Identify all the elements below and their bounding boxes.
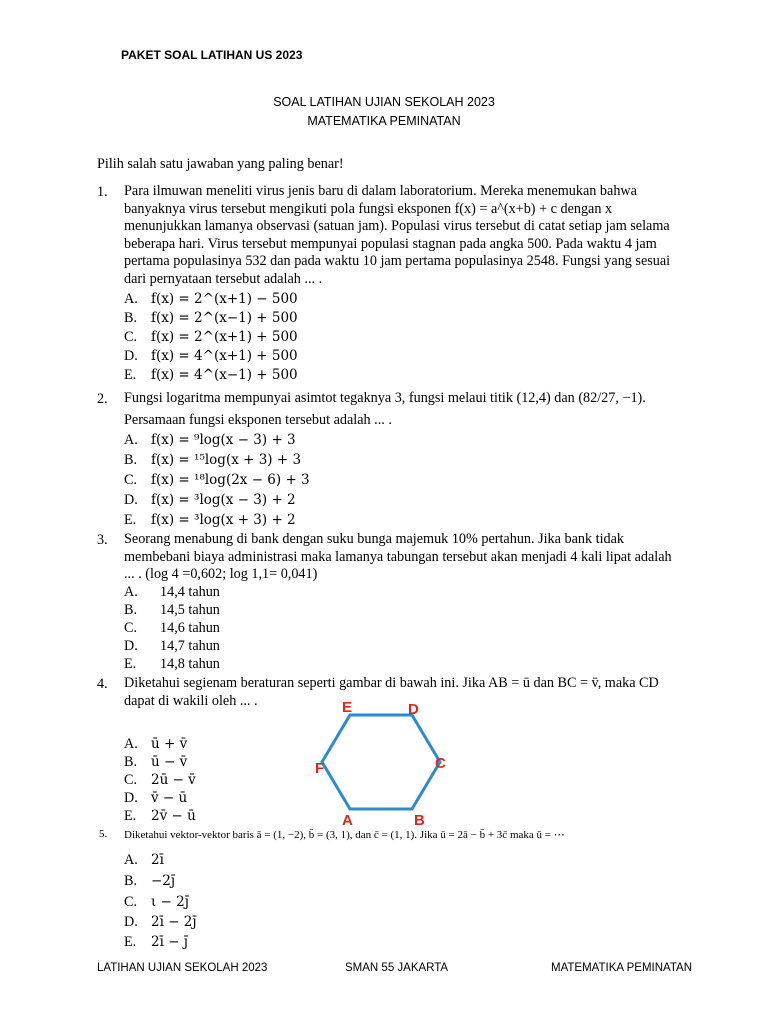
q3-option-b-letter: B. bbox=[124, 602, 138, 618]
question-4-number: 4. bbox=[97, 676, 108, 692]
footer-center: SMAN 55 JAKARTA bbox=[345, 962, 449, 974]
exam-title: SOAL LATIHAN UJIAN SEKOLAH 2023 bbox=[273, 95, 495, 109]
q5-option-c-letter: C. bbox=[124, 894, 138, 910]
q2-line: Persamaan fungsi eksponen tersebut adalah ... . bbox=[124, 411, 392, 428]
q4-option-a[interactable]: ū + v̄ bbox=[151, 736, 188, 752]
q4-option-d-letter: D. bbox=[124, 790, 138, 806]
question-5-number: 5. bbox=[99, 828, 108, 840]
q1-option-c-letter: C. bbox=[124, 329, 138, 345]
q4-option-a-letter: A. bbox=[124, 736, 138, 752]
q2-option-e-letter: E. bbox=[124, 512, 137, 528]
question-3-number: 3. bbox=[97, 532, 108, 548]
q3-option-d-letter: D. bbox=[124, 638, 138, 654]
q1-line: pertama populasinya 532 dan pada waktu 10 jam pertama populasinya 2548. Fungsi yang sesuai bbox=[124, 253, 671, 270]
q1-option-c[interactable]: f(x) = 2^(x+1) + 500 bbox=[151, 329, 298, 345]
vertex-label-b: B bbox=[414, 812, 425, 829]
q3-option-a[interactable]: 14,4 tahun bbox=[160, 584, 220, 600]
q1-option-e-letter: E. bbox=[124, 367, 137, 383]
q1-option-a-letter: A. bbox=[124, 291, 138, 307]
q1-line: beberapa hari. Virus tersebut mempunyai populasi stagnan pada angka 500. Pada waktu 4 jam bbox=[124, 235, 657, 252]
question-1-text bbox=[124, 183, 704, 289]
q3-option-c[interactable]: 14,6 tahun bbox=[160, 620, 220, 636]
q4-option-e[interactable]: 2v̄ − ū bbox=[151, 808, 196, 824]
q1-option-b-letter: B. bbox=[124, 310, 138, 326]
q2-option-b-letter: B. bbox=[124, 452, 138, 468]
q2-line: Fungsi logaritma mempunyai asimtot tegaknya 3, fungsi melaui titik (12,4) dan (82/27, −1). bbox=[124, 390, 646, 406]
q1-option-a[interactable]: f(x) = 2^(x+1) − 500 bbox=[151, 291, 298, 307]
vertex-label-a: A bbox=[342, 812, 353, 829]
q4-option-e-letter: E. bbox=[124, 808, 137, 824]
hexagon-figure bbox=[310, 695, 460, 830]
q2-option-c-letter: C. bbox=[124, 472, 138, 488]
question-1-number: 1. bbox=[97, 184, 108, 200]
footer-right: MATEMATIKA PEMINATAN bbox=[551, 962, 692, 974]
q4-option-c-letter: C. bbox=[124, 772, 138, 788]
q2-option-a-letter: A. bbox=[124, 432, 138, 448]
q3-line: ... . (log 4 =0,602; log 1,1= 0,041) bbox=[124, 566, 318, 583]
q3-option-b[interactable]: 14,5 tahun bbox=[160, 602, 220, 618]
q3-option-e-letter: E. bbox=[124, 656, 137, 672]
q2-option-a[interactable]: f(x) = ⁹log(x − 3) + 3 bbox=[151, 432, 296, 448]
q2-option-e[interactable]: f(x) = ³log(x + 3) + 2 bbox=[151, 512, 296, 528]
q5-option-e-letter: E. bbox=[124, 934, 137, 950]
q5-option-d-letter: D. bbox=[124, 914, 138, 930]
q3-option-c-letter: C. bbox=[124, 620, 138, 636]
q1-line: banyaknya virus tersebut mengikuti pola fungsi eksponen f(x) = a^(x+b) + c dengan x bbox=[124, 200, 613, 217]
q1-option-b[interactable]: f(x) = 2^(x−1) + 500 bbox=[151, 310, 298, 326]
q5-option-b[interactable]: −2j̄ bbox=[151, 873, 176, 889]
vertex-label-e: E bbox=[342, 699, 353, 716]
vertex-label-c: C bbox=[435, 755, 446, 772]
q1-line: dari pernyataan tersebut adalah ... . bbox=[124, 270, 323, 287]
question-2-number: 2. bbox=[97, 391, 108, 407]
q2-option-d[interactable]: f(x) = ³log(x − 3) + 2 bbox=[151, 492, 296, 508]
q1-option-e[interactable]: f(x) = 4^(x−1) + 500 bbox=[151, 367, 298, 383]
q3-option-e[interactable]: 14,8 tahun bbox=[160, 656, 220, 672]
q1-line: menunjukkan lamanya observasi (satuan jam). Populasi virus tersebut di catat setiap jam selama bbox=[124, 218, 670, 235]
q1-option-d-letter: D. bbox=[124, 348, 138, 364]
q5-option-a[interactable]: 2ī bbox=[151, 852, 164, 868]
q5-option-c[interactable]: ι − 2j̄ bbox=[151, 894, 189, 910]
q4-option-d[interactable]: v̄ − ū bbox=[151, 790, 188, 806]
q4-option-c[interactable]: 2ū − v̄ bbox=[151, 772, 196, 788]
q3-line: Seorang menabung di bank dengan suku bunga majemuk 10% pertahun. Jika bank tidak bbox=[124, 531, 624, 547]
q2-option-d-letter: D. bbox=[124, 492, 138, 508]
question-3-text bbox=[124, 531, 704, 584]
question-5-text: Diketahui vektor-vektor baris ā = (1, −2), b̄ = (3, 1), dan c̄ = (1, 1). Jika ū = 2ā − b̄ + 3c̄ maka ū = ⋯ bbox=[124, 829, 565, 841]
hexagon-shape bbox=[322, 715, 440, 809]
q4-line: Diketahui segienam beraturan seperti gambar di bawah ini. Jika AB = ū dan BC = v̄, maka CD bbox=[124, 675, 659, 691]
q4-option-b-letter: B. bbox=[124, 754, 138, 770]
vertex-label-d: D bbox=[408, 701, 419, 718]
q2-option-c[interactable]: f(x) = ¹⁸log(2x − 6) + 3 bbox=[151, 472, 310, 488]
q5-option-d[interactable]: 2ī − 2j̄ bbox=[151, 914, 197, 930]
q5-option-e[interactable]: 2ī − j̄ bbox=[151, 934, 188, 950]
q3-line: membebani biaya administrasi maka lamanya tabungan tersebut akan menjadi 4 kali lipat adalah bbox=[124, 548, 672, 565]
q4-line: dapat di wakili oleh ... . bbox=[124, 692, 258, 709]
vertex-label-f: F bbox=[315, 760, 325, 777]
q3-option-d[interactable]: 14,7 tahun bbox=[160, 638, 220, 654]
q5-option-a-letter: A. bbox=[124, 852, 138, 868]
q1-line: Para ilmuwan meneliti virus jenis baru di dalam laboratorium. Mereka menemukan bahwa bbox=[124, 183, 637, 199]
exam-subject: MATEMATIKA PEMINATAN bbox=[307, 114, 461, 128]
q1-option-d[interactable]: f(x) = 4^(x+1) + 500 bbox=[151, 348, 298, 364]
instruction: Pilih salah satu jawaban yang paling benar! bbox=[97, 156, 344, 172]
q3-option-a-letter: A. bbox=[124, 584, 138, 600]
q4-option-b[interactable]: ū − v̄ bbox=[151, 754, 188, 770]
footer-left: LATIHAN UJIAN SEKOLAH 2023 bbox=[97, 962, 268, 974]
q5-option-b-letter: B. bbox=[124, 873, 138, 889]
paket-soal-header: PAKET SOAL LATIHAN US 2023 bbox=[121, 48, 303, 62]
question-2-text bbox=[124, 390, 704, 429]
q2-option-b[interactable]: f(x) = ¹⁵log(x + 3) + 3 bbox=[151, 452, 302, 468]
